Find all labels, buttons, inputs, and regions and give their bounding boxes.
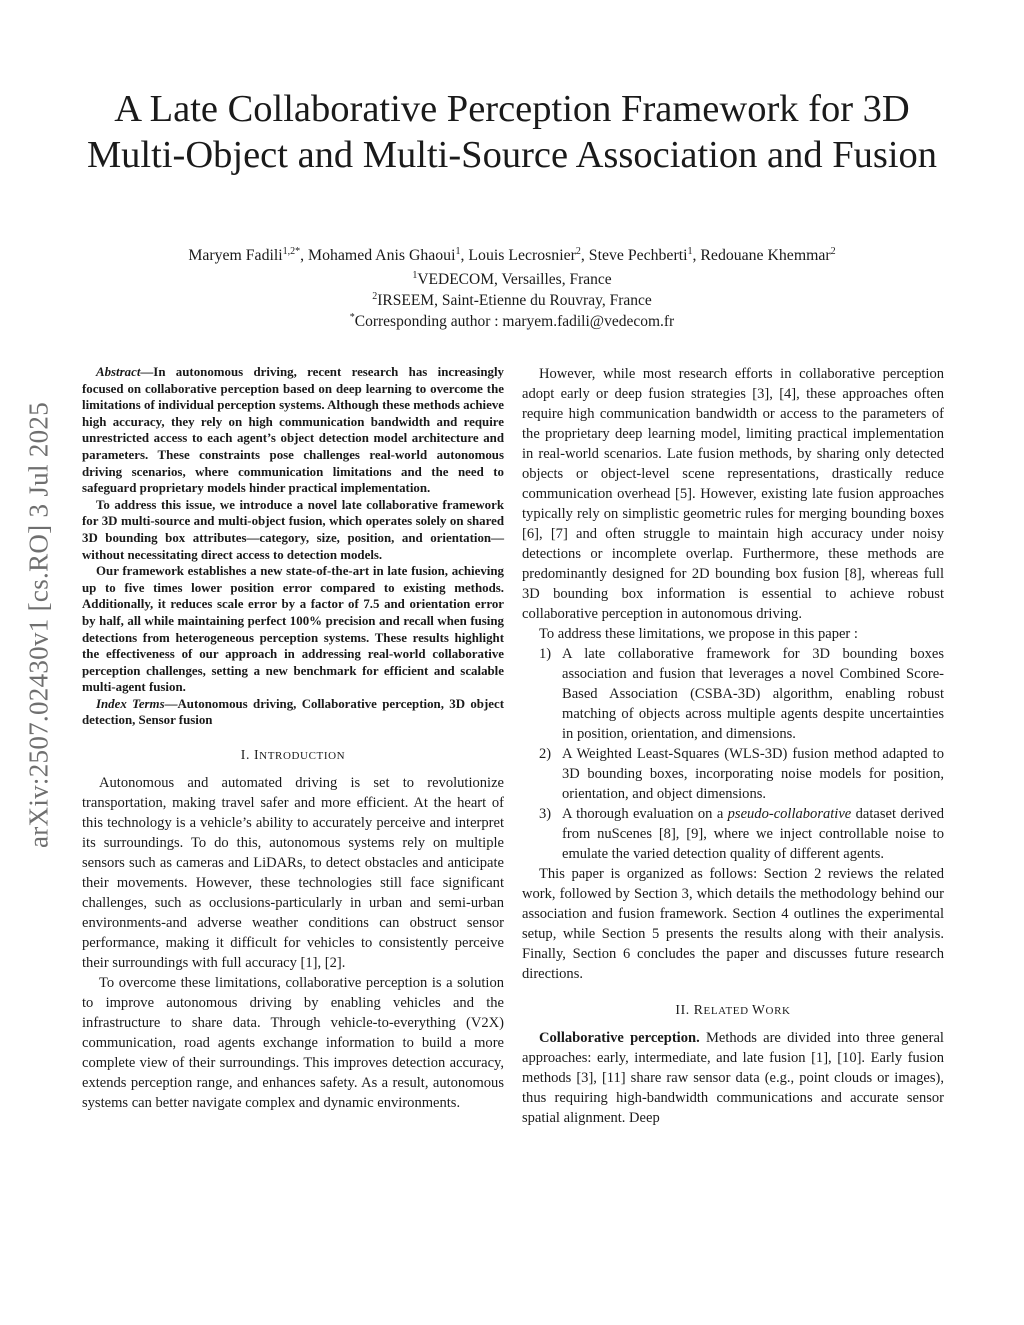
arxiv-identifier: arXiv:2507.02430v1 [cs.RO] 3 Jul 2025 (23, 401, 54, 849)
introduction-continued (522, 364, 944, 984)
contribution-item: 2) A Weighted Least-Squares (WLS-3D) fusion method adapted to 3D bounding boxes, incorporating noise models for position, orientation, and object dimensions. (539, 746, 944, 802)
abstract (82, 364, 504, 729)
author-name: Redouane Khemmar (700, 247, 831, 264)
body-paragraph: This paper is organized as follows: Section 2 reviews the related work, followed by Section 3, which details the methodology behind our association and fusion framework. Section 4 outlines the experimental setup, while Section 5 presents the results along with their analysis. Finally, Section 6 concludes the paper and discusses future research directions. (522, 866, 944, 982)
contribution-list (522, 644, 944, 864)
author-name: Mohamed Anis Ghaoui (308, 247, 456, 264)
author-affiliation-mark: 2 (830, 246, 836, 257)
author-affiliation-mark: 1,2* (282, 246, 301, 257)
body-paragraph: To overcome these limitations, collaborative perception is a solution to improve autonomous driving by enabling vehicles and the infrastructure to share data. Through vehicle-to-everything (V2X) communication, road agents exchange information to build a more complete view of their surroundings. This improves detection accuracy, extends perception range, and enhances safety. As a result, autonomous systems can better navigate complex and dynamic environments. (82, 975, 504, 1112)
author-list: Maryem Fadili$^{1,2*}$, Mohamed Anis Ghaoui$^1$, Louis Lecrosnier$^2$, Steve Pechberti$^1$, Redouane Khemmar$^2$ (188, 246, 836, 264)
affiliation-vedecom: $^1$VEDECOM, Versailles, France (412, 270, 612, 288)
index-terms: Index Terms—Autonomous driving, Collaborative perception, 3D object detection, Sensor fusion (82, 696, 504, 728)
body-paragraph: However, while most research efforts in collaborative perception adopt early or deep fusion strategies [3], [4], these approaches often require high communication bandwidth or access to the parameters of the proprietary deep learning model, limiting practical implementation in real-world scenarios. Late fusion methods, by sharing only detected objects or object-level scene representations, drastically reduce communication overhead [5]. However, existing late fusion approaches typically rely on simplistic geometric rules for merging bounding boxes [6], [7] and often struggle to maintain high accuracy under noisy detections or incomplete overlap. Furthermore, these methods are predominantly designed for 2D bounding box fusion [8], whereas full 3D bounding box information is essential to achieve robust collaborative perception in autonomous driving. (522, 366, 944, 622)
body-paragraph: Collaborative perception. Methods are divided into three general approaches: early, intermediate, and late fusion [1], [10]. Early fusion methods [3], [11] share raw sensor data (e.g., point clouds or images), thus requiring high-bandwidth communications and accurate sensor spatial alignment. Deep (522, 1030, 944, 1126)
section-heading-related-work: II. RELATED WORK (675, 1002, 791, 1017)
author-affiliation-mark: 1 (687, 246, 693, 257)
body-paragraph: Autonomous and automated driving is set to revolutionize transportation, making travel safer and more efficient. At the heart of this technology is a vehicle’s ability to accurately perceive and interpret its surroundings. To do this, autonomous systems rely on multiple sensors such as cameras and LiDARs, to detect obstacles and anticipate their movements. However, these technologies still face significant challenges, such as occlusions-particularly in urban and semi-urban environments-and adverse weather conditions can obstruct sensor performance, making it difficult for vehicles to consistently perceive their surroundings with full accuracy [1], [2]. (82, 775, 504, 972)
right-column (522, 364, 944, 1128)
author-affiliation-mark: 1 (455, 246, 461, 257)
paragraph-heading: Collaborative perception. (539, 1030, 700, 1046)
author-name: Steve Pechberti (588, 247, 688, 264)
paper-title: A Late Collaborative Perception Framework for 3D Multi-Object and Multi-Source Association and Fusion (86, 88, 938, 176)
introduction-body (82, 773, 504, 1113)
author-affiliation-mark: 2 (575, 246, 581, 257)
section-heading-introduction: I. INTRODUCTION (240, 747, 346, 763)
corresponding-author: *Corresponding author : maryem.fadili@vedecom.fr (349, 312, 675, 330)
left-column (82, 364, 504, 1113)
abstract-paragraph: To address this issue, we introduce a novel late collaborative framework for 3D multi-source and multi-object fusion, which operates solely on shared 3D bounding box attributes—category, size, position, and orientation—without necessitating direct access to detection models. (82, 497, 504, 562)
related-work-body (522, 1028, 944, 1128)
abstract-paragraph: Our framework establishes a new state-of-the-art in late fusion, achieving up to five times lower position error compared to existing methods. Additionally, it reduces scale error by a factor of 7.5 and orientation error by half, all while maintaining perfect 100% precision and recall when fusing detections from heterogeneous perception systems. These results highlight the effectiveness of our approach in addressing real-world collaborative perception challenges, setting a new benchmark for efficient and scalable multi-agent fusion. (82, 564, 504, 695)
author-name: Maryem Fadili (188, 247, 283, 264)
body-paragraph: To address these limitations, we propose in this paper : (539, 626, 858, 642)
index-terms-label: Index Terms (96, 696, 165, 711)
contribution-item: 1) A late collaborative framework for 3D bounding boxes association and fusion that leverages a novel Combined Score-Based Association (CSBA-3D) algorithm, enabling robust matching of objects across multiple agents despite uncertainties in position, orientation, and dimensions. (539, 646, 944, 742)
abstract-label: Abstract (96, 365, 141, 379)
abstract-paragraph: Abstract—In autonomous driving, recent research has increasingly focused on collaborative perception based on deep learning to overcome the limitations of individual perception systems. Although these methods achieve high accuracy, they rely on high communication bandwidth and require unrestricted access to each agent’s object detection model architecture and parameters. These constraints pose challenges real-world autonomous driving scenarios, where communication limitations and the need to safeguard proprietary models hinder practical implementation. (82, 365, 504, 496)
contribution-item: 3) A thorough evaluation on a pseudo-collaborative dataset derived from nuScenes [8], [9], where we inject controllable noise to emulate the varied detection quality of different agents. (539, 806, 944, 862)
author-name: Louis Lecrosnier (468, 247, 576, 264)
affiliation-irseem: $^2$IRSEEM, Saint-Etienne du Rouvray, France (372, 291, 652, 309)
arxiv-sidebar (14, 345, 64, 905)
